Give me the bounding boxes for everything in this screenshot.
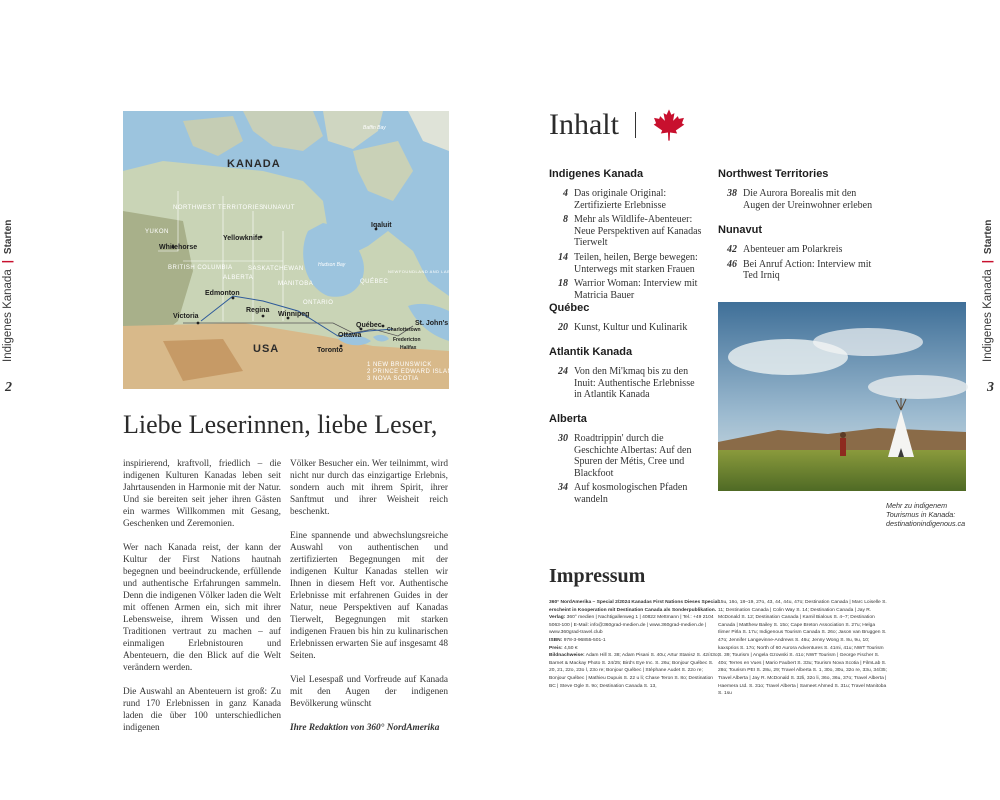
entry-text: Warrior Woman: Interview mit Matricia Bauer [574,278,698,301]
map-legend-item: 3 NOVA SCOTIA [367,376,419,382]
city-dot [382,325,385,328]
city-label: Halifax [400,345,417,351]
entry-page: 30 [558,433,568,444]
entry-page: 20 [558,322,568,333]
editorial-paragraph: Die Auswahl an Abenteuern ist groß: Zu rund 170 Erlebnissen in ganz Kanada laden die über 100 unterschiedlichen indigenen [123,687,281,733]
impressum-label: Preis: [549,645,563,651]
contents-section-nunavut [718,224,883,285]
person [840,438,846,456]
editorial-greeting: Liebe Leserinnen, liebe Leser, [123,410,438,439]
water-label: Baffin Bay [363,125,386,131]
entry-text: Bei Anruf Action: Interview mit Ted Irniq [743,258,872,282]
impressum-text: Adam Hill S. 38; Adam Pisani S. 40u; Artur Stanisz S. 42/43o; Barnet & Mackay Photo S. 24/25; Bird's Eye Inc. S. 26u; Bonjour Québec S. 20, 21, 22o, 23o l, 23o re; Bonjour Québec | Stéphane Audet S. 22o re; Bonjour Québec | Mathieu Dupuis S. 22 u li; Chase Teron S. 8o; Destination BC | Steve Ogle S. 9o; Destination Canada S. 13, [549,653,719,689]
contents-entry[interactable] [718,259,883,282]
section-title: Québec [549,302,590,314]
impressum-label: Bildnachweise: [549,653,585,659]
page-number-right: 3 [987,380,994,395]
contents-entry[interactable] [549,252,702,275]
running-head-right [982,220,994,362]
entry-page: 8 [563,214,568,226]
section-title: Nunavut [718,224,762,236]
impressum-column-2: 15u, 16o, 18–19, 27o, 43, 44, 44u, 47o; Destination Canada | Marc Loiselle S. 11; Destination Canada | Colin Way S. 14; Destination Canada | Jay R. McDonald S. 12; Destination Canada | Kamil Bialous S. 4–7; Destination Canada | Matthew Bailey S. 15o; Cape Breton Association S. 27u; Helga Ilimer Pirla S. 17u; Indigenous Tourism Canada S. 26o; Jason van Bruggen S. 47o; Jennifer Langevinne-Andrews S. 46u; Jenny Wong S. 8u, 9u, 10; kaxsprios S. 17o; North of 60 Aurora Adventures S. 41mi, 41u; NWT Tourism S. 39; Tourism | Angela Gzowski S. 41o; NWT Tourism | George Fischer S. 40o; Terres en Vues | Mario Faubert S. 33u; Tourism Nova Scotia | FilmLab S. 28o; Tourism PEI S. 28u, 29; Travel Alberta S. 1, 30o, 30u, 32o re, 33u, 34/35; Travel Alberta | Jay R. McDonald S. 32li, 32o li, 36o, 36u, 37o; Travel Alberta | Haemera Ltd. S. 31o; Travel Alberta | Sameet Ahmed S. 31u; Travel Manitoba S. 1su [718,600,888,697]
city-label: Edmonton [205,290,240,297]
running-head-section: Starten [2,219,14,255]
running-head-section: Starten [982,219,994,255]
entry-page: 34 [558,482,568,494]
photo-caption [886,501,976,528]
contents-section-alberta [549,413,702,509]
entry-page: 14 [558,251,568,263]
caption-line: Mehr zu indigenem [886,501,948,510]
country-label: USA [253,343,280,355]
city-label: Toronto [317,347,343,354]
region-label: QUÉBEC [360,279,389,285]
city-label: Whitehorse [159,244,198,251]
entry-text: Abenteuer am Polarkreis [743,244,843,255]
entry-page: 24 [558,366,568,377]
contents-header [549,108,686,142]
entry-text: Teilen, heilen, Berge bewegen: Unterwegs mit starken Frauen [574,251,698,275]
entry-text: Auf kosmologischen Pfaden wandeln [574,482,688,505]
entry-text: Die Aurora Borealis mit den Augen der Ureinwohner erleben [743,188,873,211]
entry-text: Roadtrippin' durch die Geschichte Albertas: Auf den Spuren der Métis, Cree und Blackfoot [574,433,692,479]
running-head-left [2,220,14,362]
contents-section-nwt [718,168,883,214]
section-title: Northwest Territories [718,168,829,180]
region-label: YUKON [145,229,169,235]
cloud [868,375,968,399]
entry-text: Von den Mi'kmaq bis zu den Inuit: Authentische Erlebnisse in Atlantik Kanada [574,366,695,401]
impressum-text: 978-3-96855-501-1 [563,637,606,643]
section-title: Alberta [549,413,587,425]
entry-text: Kunst, Kultur und Kulinarik [574,322,688,333]
city-label: Iqaluit [371,222,392,229]
editorial-paragraph: Wer nach Kanada reist, der kann der Kultur der First Nations hautnah begegnen und beeindruckende, erfüllende und authentische Erfahrungen sammeln. Denn die indigenen Völker laden die Welt mit offenen Armen ein, sich mit ihrer Lebensweise, ihrem Wissen und den Traditionen vertraut zu machen – auf einmaligen Erlebnistouren und Abenteuern, die den Blick auf die Welt verändern werden. [123,543,281,673]
entry-text: Das originale Original: Zertifizierte Erlebnisse [574,188,667,211]
impressum-text: 4,50 € [563,645,578,651]
running-head-separator: | [2,260,14,264]
running-head-separator: | [982,260,994,264]
city-dot [262,315,265,318]
editorial-paragraph: Eine spannende und abwechslungsreiche Auswahl von authentischen und zertifizierten Begegnungen mit der indigenen Kultur Kanadas stellen wir Ihnen in diesem Heft vor. Authentische Erlebnisse mit erfahrenen Guides in der Natur, neue Perspektiven auf Kanadas Tierwelt, Begegnungen mit starken indigenen Frauen bis hin zu kulinarischen Erlebnissen erwarten Sie auf insgesamt 48 Seiten. [290,531,448,661]
contents-entry[interactable] [549,278,702,301]
contents-entry[interactable] [549,214,702,249]
region-label: NORTHWEST TERRITORIES [173,205,264,211]
caption-link[interactable]: destinationindigenous.ca [886,519,966,528]
city-label: Yellowknife [223,235,262,242]
canada-map [123,111,468,389]
city-label: Fredericton [393,337,421,343]
city-label: Victoria [173,313,199,320]
city-label: Québec [356,322,382,329]
running-head-title: Indigenes Kanada [982,269,994,362]
section-title: Atlantik Kanada [549,346,633,358]
editorial-paragraph: Viel Lesespaß und Vorfreude auf Kanada mit den Augen der indigenen Bevölkerung wünscht [290,675,448,709]
page-number-left: 2 [5,380,12,395]
city-dot [232,297,235,300]
cloud [813,328,923,356]
region-label: SASKATCHEWAN [248,266,304,272]
region-label: ONTARIO [303,300,334,306]
region-label: NEWFOUNDLAND AND LABRADOR [388,269,468,274]
editorial-paragraph: Völker Besucher ein. Wer teilnimmt, wird nicht nur durch das einzigartige Erlebnis, sondern auch mit ihrem Spirit, ihrer Sanftmut und ihrer Weisheit reich beschenkt. [290,459,448,517]
impressum-text: 360° medien | Nachtigallenweg 1 | 40822 Mettmann | Tel.: +49 2104 5063-100 | E-Mail: info@360grad-medien.de | www.360grad-medien.de | www.360grad-travel.club [549,615,714,636]
city-label: Charlottetown [387,327,421,333]
grass [718,450,966,491]
city-dot [197,322,200,325]
caption-line: Tourismus in Kanada: [886,510,956,519]
tipi-photo-graphic [718,302,966,491]
impressum-lead: 360° NordAmerika – Special 2/2024 Kanadas First Nations Dieses Special erscheint in Kooperation mit Destination Canada als Sonderpublikation. [549,600,719,613]
region-label: NUNAVUT [263,205,296,211]
map-legend-item: 2 PRINCE EDWARD ISLAND [367,369,458,375]
city-label: Winnipeg [278,311,310,318]
entry-text: Mehr als Wildlife-Abenteuer: Neue Perspektiven auf Kanadas Tierwelt [574,214,702,249]
region-label: MANITOBA [278,281,314,287]
contents-entry[interactable] [549,322,702,334]
editorial-signature: Ihre Redaktion von 360° NordAmerika [290,723,440,733]
contents-title: Inhalt [549,108,619,141]
divider [635,112,636,138]
contents-section-indigenous [549,168,702,304]
contents-section-quebec [549,302,702,337]
city-label: Regina [246,307,270,314]
contents-entry[interactable] [549,482,702,505]
contents-entry[interactable] [549,188,702,211]
canada-map-graphic [123,111,468,389]
impressum-column-1 [549,599,719,690]
entry-page: 38 [727,188,737,199]
entry-page: 42 [727,244,737,255]
maple-leaf-icon [652,108,686,142]
entry-page: 46 [727,258,737,270]
region-label: ALBERTA [223,275,254,281]
contents-entry[interactable] [718,244,883,256]
contents-entry[interactable] [549,366,702,401]
impressum-label: ISBN: [549,637,563,643]
editorial-paragraph: inspirierend, kraftvoll, friedlich – die indigenen Kulturen Kanadas leben seit Jahrtausenden in Harmonie mit der Natur. Und sie bereiten seit jeher ihren Gästen ein warmes Willkommen mit Gesang, Geschenken und Zeremonien. [123,459,281,529]
map-legend-item: 1 NEW BRUNSWICK [367,362,432,368]
person-head [840,432,846,438]
contents-entry[interactable] [549,433,702,479]
impressum-title: Impressum [549,565,646,587]
editorial-column-1 [123,458,281,746]
entry-page: 18 [558,278,568,290]
contents-section-atlantic [549,346,702,404]
section-title: Indigenes Kanada [549,168,644,180]
water-label: Hudson Bay [318,262,346,268]
city-label: St. John's [415,320,449,327]
city-label: Ottawa [338,332,362,339]
impressum-label: Verlag: [549,615,566,621]
contents-entry[interactable] [718,188,883,211]
entry-page: 4 [563,188,568,199]
region-label: BRITISH COLUMBIA [168,265,233,271]
editorial-column-2 [290,458,448,746]
country-label: KANADA [227,158,281,170]
running-head-title: Indigenes Kanada [2,269,14,362]
tipi-photo [718,302,966,491]
